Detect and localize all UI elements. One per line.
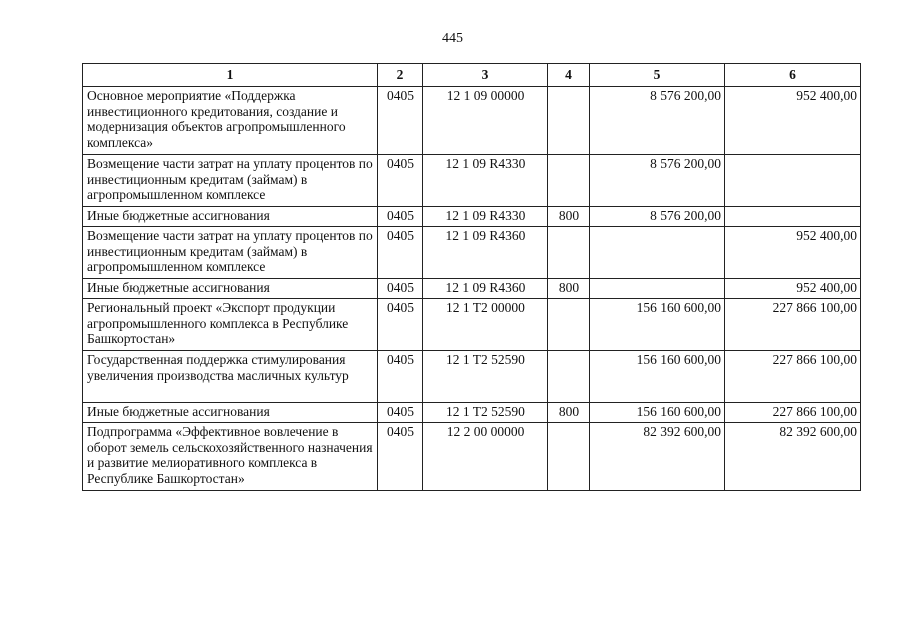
amount1-cell [590,227,725,279]
row-name-cell: Возмещение части затрат на уплату процентов по инвестиционным кредитам (займам) в агропромышленном комплексе [83,227,378,279]
amount1-cell: 8 576 200,00 [590,87,725,155]
code-cell: 12 1 09 R4330 [423,155,548,207]
type-cell [548,227,590,279]
table-row [83,423,861,491]
table-row [83,299,861,351]
code-cell: 12 1 T2 52590 [423,351,548,403]
type-cell [548,351,590,403]
table-row [83,403,861,423]
amount2-cell: 952 400,00 [725,87,861,155]
row-name-cell: Иные бюджетные ассигнования [83,207,378,227]
table-row [83,227,861,279]
type-cell [548,155,590,207]
table-row [83,87,861,155]
section-cell: 0405 [378,155,423,207]
column-header: 2 [378,64,423,87]
section-cell: 0405 [378,87,423,155]
amount2-cell: 82 392 600,00 [725,423,861,491]
code-cell: 12 2 00 00000 [423,423,548,491]
type-cell: 800 [548,207,590,227]
type-cell [548,299,590,351]
section-cell: 0405 [378,351,423,403]
amount1-cell: 8 576 200,00 [590,207,725,227]
section-cell: 0405 [378,403,423,423]
column-header: 1 [83,64,378,87]
amount2-cell: 227 866 100,00 [725,351,861,403]
row-name-cell: Государственная поддержка стимулирования увеличения производства масличных культур [83,351,378,403]
code-cell: 12 1 09 R4360 [423,227,548,279]
row-name-cell: Региональный проект «Экспорт продукции агропромышленного комплекса в Республике Башкортостан» [83,299,378,351]
table-header-row [83,64,861,87]
table-row [83,279,861,299]
amount1-cell: 156 160 600,00 [590,403,725,423]
code-cell: 12 1 T2 52590 [423,403,548,423]
amount2-cell: 952 400,00 [725,227,861,279]
amount2-cell [725,155,861,207]
column-header: 5 [590,64,725,87]
page-number: 445 [442,31,463,46]
type-cell [548,87,590,155]
code-cell: 12 1 T2 00000 [423,299,548,351]
column-header: 3 [423,64,548,87]
amount2-cell: 227 866 100,00 [725,299,861,351]
section-cell: 0405 [378,299,423,351]
column-header: 4 [548,64,590,87]
amount1-cell: 82 392 600,00 [590,423,725,491]
column-header: 6 [725,64,861,87]
amount2-cell: 227 866 100,00 [725,403,861,423]
code-cell: 12 1 09 R4360 [423,279,548,299]
amount1-cell: 156 160 600,00 [590,299,725,351]
row-name-cell: Подпрограмма «Эффективное вовлечение в оборот земель сельскохозяйственного назначения и развитие мелиоративного комплекса в Республике Башкортостан» [83,423,378,491]
budget-table [82,63,861,491]
section-cell: 0405 [378,227,423,279]
amount2-cell [725,207,861,227]
amount1-cell [590,279,725,299]
type-cell: 800 [548,403,590,423]
code-cell: 12 1 09 R4330 [423,207,548,227]
table-row [83,351,861,403]
amount1-cell: 156 160 600,00 [590,351,725,403]
row-name-cell: Возмещение части затрат на уплату процентов по инвестиционным кредитам (займам) в агропромышленном комплексе [83,155,378,207]
row-name-cell: Иные бюджетные ассигнования [83,403,378,423]
section-cell: 0405 [378,207,423,227]
section-cell: 0405 [378,279,423,299]
table-row [83,207,861,227]
section-cell: 0405 [378,423,423,491]
table-row [83,155,861,207]
amount2-cell: 952 400,00 [725,279,861,299]
amount1-cell: 8 576 200,00 [590,155,725,207]
code-cell: 12 1 09 00000 [423,87,548,155]
row-name-cell: Основное мероприятие «Поддержка инвестиционного кредитования, создание и модернизация объектов агропромышленного комплекса» [83,87,378,155]
type-cell: 800 [548,279,590,299]
row-name-cell: Иные бюджетные ассигнования [83,279,378,299]
type-cell [548,423,590,491]
